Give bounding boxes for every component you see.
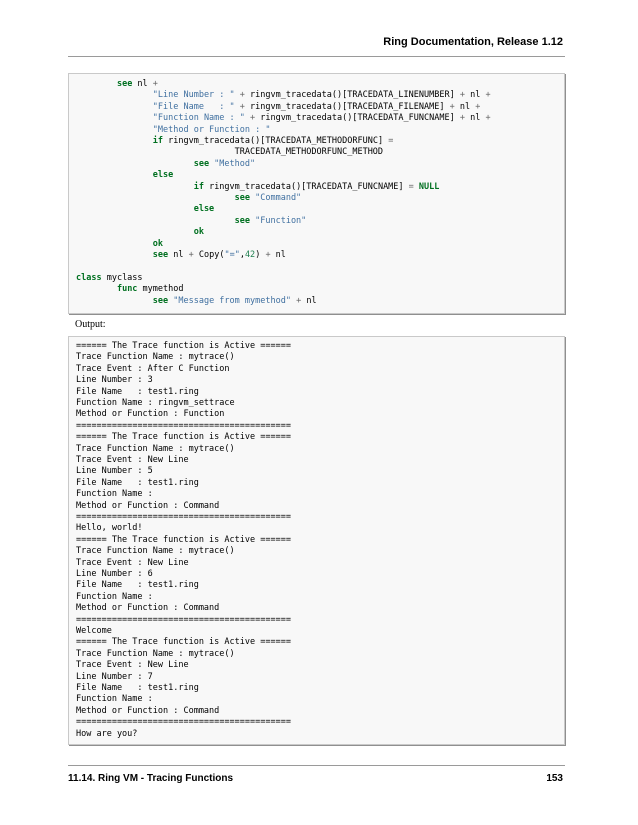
code-line-16: see nl + Copy("=",42) + nl <box>152 250 286 260</box>
output-line: ====== The Trace function is Active ====== <box>76 341 291 351</box>
output-line: ========================================== <box>76 420 291 431</box>
code-line-1: see nl + <box>116 79 158 89</box>
output-line: Function Name : <box>76 489 153 500</box>
output-line: Trace Function Name : mytrace() <box>76 443 235 454</box>
code-line-11: see "Command" <box>234 193 302 203</box>
output-line: File Name : test1.ring <box>76 477 199 488</box>
output-line: Function Name : ringvm_settrace <box>76 398 235 408</box>
output-line: Trace Event : New Line <box>76 660 189 671</box>
code-line-17: class myclass <box>76 273 143 283</box>
output-line: ====== The Trace function is Active ====== <box>76 534 291 545</box>
output-line: File Name : test1.ring <box>76 683 199 693</box>
output-line: Trace Function Name : mytrace() <box>76 546 235 557</box>
output-line: Trace Event : New Line <box>76 455 189 465</box>
output-line: Line Number : 7 <box>76 671 153 682</box>
output-line: Function Name : <box>76 591 153 602</box>
code-line-15: ok <box>152 238 164 249</box>
output-line: File Name : test1.ring <box>76 580 199 591</box>
output-line: Line Number : 5 <box>76 466 153 477</box>
output-line: File Name : test1.ring <box>76 386 199 397</box>
footer-rule <box>68 765 565 766</box>
code-block <box>68 73 565 314</box>
output-line: Method or Function : Command <box>76 705 220 716</box>
page-header-title: Ring Documentation, Release 1.12 <box>383 36 563 48</box>
code-line-7: TRACEDATA_METHODORFUNC_METHOD <box>234 147 384 158</box>
output-line: ====== The Trace function is Active ====== <box>76 637 291 648</box>
code-line-18: func mymethod <box>116 284 184 295</box>
output-line: ========================================== <box>76 614 291 625</box>
code-line-19: see "Message from mymethod" + nl <box>152 295 317 306</box>
keyword-see: see <box>116 79 133 89</box>
code-line-10: if ringvm_tracedata()[TRACEDATA_FUNCNAME] = NULL <box>193 181 440 192</box>
output-line: ========================================== <box>76 717 291 728</box>
output-label: Output: <box>75 319 106 330</box>
code-line-5: "Method or Function : " <box>152 124 271 135</box>
header-rule <box>68 56 565 57</box>
output-line: Method or Function : Command <box>76 500 220 511</box>
code-line-12: else <box>193 204 215 215</box>
footer-section-title: 11.14. Ring VM - Tracing Functions <box>68 773 234 784</box>
code-line-4: "Function Name : " + ringvm_tracedata()[TRACEDATA_FUNCNAME] + nl + <box>152 113 491 124</box>
code-line-3: "File Name : " + ringvm_tracedata()[TRACEDATA_FILENAME] + nl + <box>152 101 481 112</box>
output-line: Line Number : 6 <box>76 569 153 579</box>
output-block <box>68 336 565 745</box>
output-line: Welcome <box>76 626 112 636</box>
output-line: Method or Function : Function <box>76 409 225 420</box>
output-line: ====== The Trace function is Active ====== <box>76 432 291 443</box>
output-line: Trace Function Name : mytrace() <box>76 648 235 659</box>
code-line-13: see "Function" <box>234 215 307 226</box>
code-line-8: see "Method" <box>193 158 256 169</box>
page-number: 153 <box>546 773 563 784</box>
output-line: Trace Function Name : mytrace() <box>76 352 235 363</box>
output-line: Method or Function : Command <box>76 603 220 614</box>
code-line-14: ok <box>193 227 204 238</box>
output-line: Function Name : <box>76 694 153 705</box>
output-line: How are you? <box>76 728 138 739</box>
output-line: Trace Event : After C Function <box>76 363 230 374</box>
code-line-6: if ringvm_tracedata()[TRACEDATA_METHODORFUNC] = <box>152 136 394 146</box>
code-line-9: else <box>152 170 174 181</box>
code-line-2: "Line Number : " + ringvm_tracedata()[TRACEDATA_LINENUMBER] + nl + <box>152 90 491 101</box>
output-line: Hello, world! <box>76 523 143 534</box>
output-line: ========================================== <box>76 512 291 522</box>
output-line: Line Number : 3 <box>76 375 153 386</box>
output-line: Trace Event : New Line <box>76 557 189 568</box>
